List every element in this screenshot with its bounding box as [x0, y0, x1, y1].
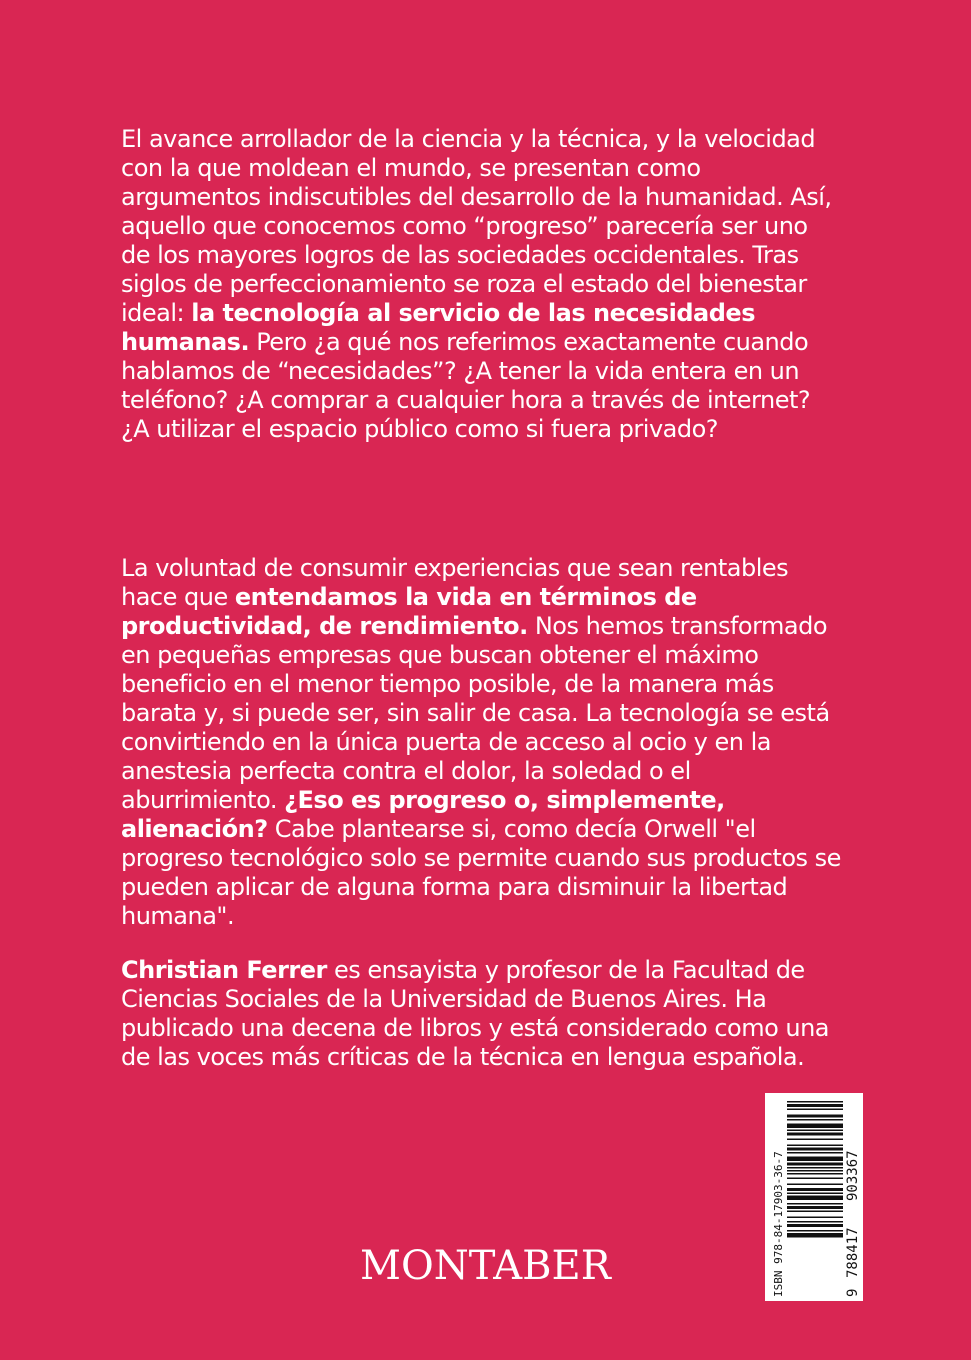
barcode-bar: [787, 1211, 843, 1213]
barcode-bar: [787, 1224, 843, 1227]
para2-text-1: La voluntad de consumir experiencias que sean rentables hace que: [121, 554, 789, 611]
barcode-digits-group1: 788417: [845, 1227, 861, 1278]
para2-bold-1: entendamos la vida en términos de productividad, de rendimiento.: [121, 583, 697, 640]
barcode-isbn-label: ISBN 978-84-17903-36-7: [772, 1151, 785, 1297]
barcode-bar: [787, 1233, 843, 1238]
barcode-bar: [787, 1206, 843, 1209]
barcode-bar: [787, 1148, 843, 1151]
barcode-bar: [787, 1196, 843, 1201]
para1-text-2: Pero ¿a qué nos referimos exactamente cuando hablamos de “necesidades”? ¿A tener la vida entera en un teléfono? ¿A comprar a cualquier hora a través de internet? ¿A utilizar el espacio público como si fuera privado?: [121, 328, 811, 443]
barcode-bar: [787, 1124, 843, 1129]
barcode-bar: [787, 1221, 843, 1223]
barcode-bar: [787, 1193, 843, 1195]
author-name: Christian Ferrer: [121, 956, 327, 984]
barcode-digits-group2: 903367: [845, 1150, 861, 1201]
barcode-bar: [787, 1130, 843, 1132]
barcode-bar: [787, 1170, 843, 1172]
para1-bold-1: la tecnología al servicio de las necesidades humanas.: [121, 299, 755, 356]
barcode-bar: [787, 1163, 843, 1166]
barcode-bar: [787, 1133, 843, 1136]
para2-text-3: Cabe plantearse si, como decía Orwell "el progreso tecnológico solo se permite cuando sus productos se pueden aplicar de alguna forma para disminuir la libertad humana".: [121, 815, 841, 930]
barcode-bar: [787, 1115, 843, 1118]
barcode-bar: [787, 1188, 843, 1191]
barcode-bar: [787, 1145, 843, 1147]
barcode-graphic: [765, 1093, 863, 1301]
barcode-bar: [787, 1217, 843, 1219]
barcode-digit-lead: 9: [845, 1288, 861, 1297]
synopsis-paragraph-1: [121, 125, 841, 444]
barcode-bar: [787, 1104, 843, 1107]
barcode-bar: [787, 1178, 843, 1180]
author-bio-paragraph: [121, 956, 841, 1072]
barcode-bars: [787, 1101, 843, 1238]
barcode-bar: [787, 1119, 843, 1121]
para2-text-2: Nos hemos transformado en pequeñas empresas que buscan obtener el máximo beneficio en el menor tiempo posible, de la manera más barata y, si puede ser, sin salir de casa. La tecnología se está convirtiendo en la única puerta de acceso al ocio y en la anestesia perfecta contra el dolor, la soledad o el aburrimiento.: [121, 612, 830, 814]
author-bio-text: es ensayista y profesor de la Facultad de Ciencias Sociales de la Universidad de Buenos Aires. Ha publicado una decena de libros y está considerado como una de las voces más críticas de la técnica en lengua española.: [121, 956, 830, 1071]
isbn-barcode: [765, 1093, 863, 1301]
synopsis-paragraph-2: [121, 554, 841, 931]
barcode-bar: [787, 1167, 843, 1169]
barcode-bar: [787, 1101, 843, 1103]
barcode-bar: [787, 1157, 843, 1162]
barcode-bar: [787, 1152, 843, 1154]
para1-text-1: El avance arrollador de la ciencia y la técnica, y la velocidad con la que moldean el mundo, se presentan como argumentos indiscutibles del desarrollo de la humanidad. Así, aquello que conocemos como “progreso” parecería ser uno de los mayores logros de las sociedades occidentales. Tras siglos de perfeccionamiento se roza el estado del bienestar ideal:: [121, 125, 832, 327]
barcode-bar: [787, 1184, 843, 1186]
publisher-logo: MONTABER: [360, 1243, 611, 1289]
barcode-bar: [787, 1109, 843, 1111]
barcode-bar: [787, 1173, 843, 1175]
barcode-bar: [787, 1230, 843, 1232]
barcode-bar: [787, 1203, 843, 1205]
para2-bold-2: ¿Eso es progreso o, simplemente, alienación?: [121, 786, 725, 843]
barcode-bar: [787, 1139, 843, 1141]
